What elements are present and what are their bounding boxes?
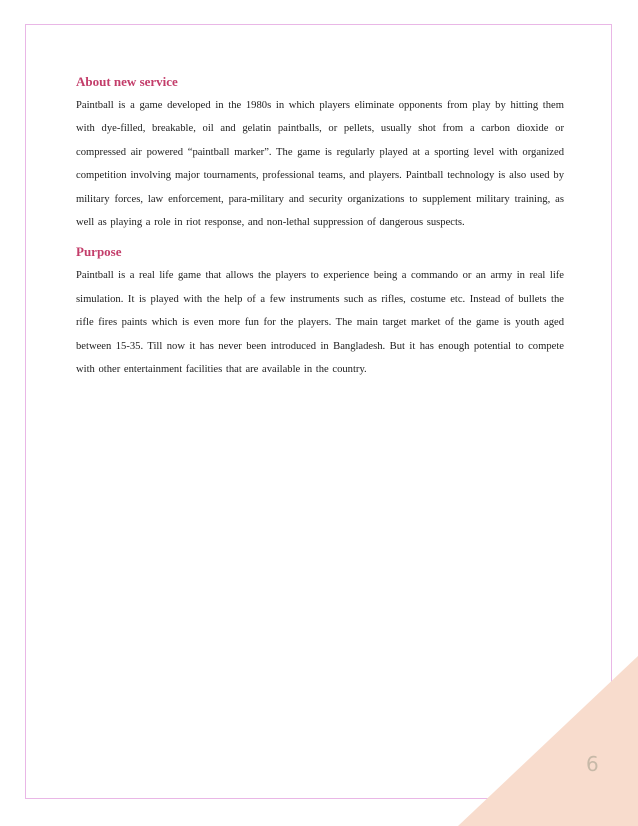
- corner-decoration: [458, 656, 638, 826]
- section-heading-about: About new service: [76, 74, 178, 89]
- section-heading-purpose: Purpose: [76, 244, 122, 260]
- page-content: [76, 74, 564, 381]
- section-body-purpose: Paintball is a real life game that allows the players to experience being a commando or an army in real life simulation. It is played with the help of a few instruments such as rifles, costume etc. Instead of bullets the rifle fires paints which is even more fun for the players. The main target market of the game is youth aged between 15-35. Till now it has never been introduced in Bangladesh. But it has enough potential to compete with other entertainment facilities that are available in the country.: [76, 270, 564, 376]
- page-number: 6: [586, 752, 599, 776]
- section-body-about: Paintball is a game developed in the 1980s in which players eliminate opponents from play by hitting them with dye-filled, breakable, oil and gelatin paintballs, or pellets, usually shot from a carbon dioxide or compressed air powered “paintball marker”. The game is regularly played at a sporting level with organized competition involving major tournaments, professional teams, and players. Paintball technology is also used by military forces, law enforcement, para-military and security organizations to supplement military training, as well as playing a role in riot response, and non-lethal suppression of dangerous suspects.: [76, 100, 564, 229]
